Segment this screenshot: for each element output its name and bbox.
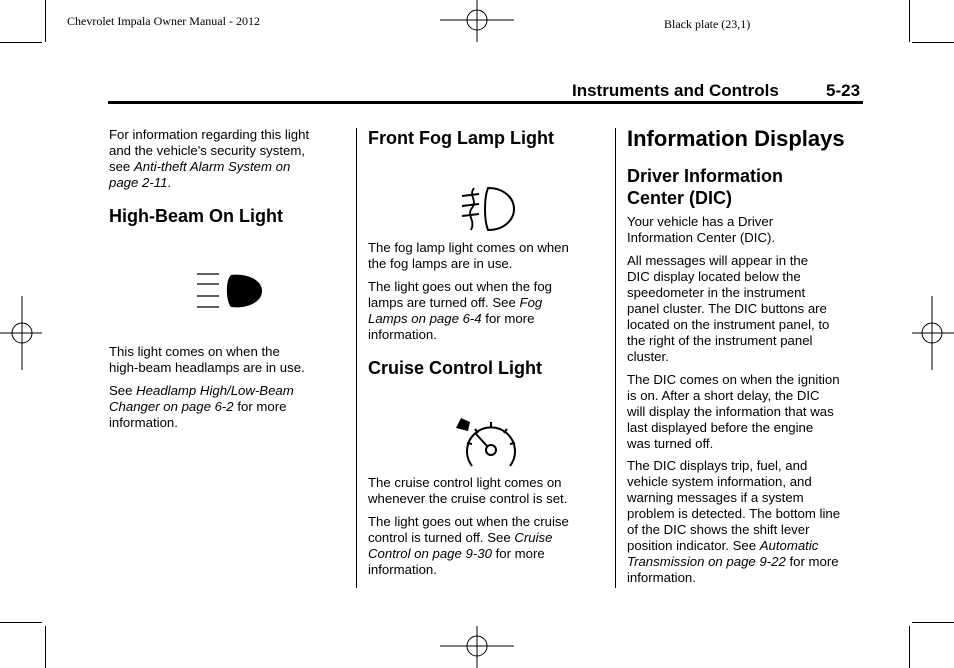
cross-reference: Automatic <box>759 538 819 553</box>
cross-reference: Cruise <box>514 530 553 545</box>
column-divider <box>356 128 357 588</box>
dic-paragraph-2: All messages will appear in the DIC display located below the speedometer in the instrument panel cluster. The DIC buttons are located on the instrument panel, to the right of the instrument panel cluster. <box>627 253 830 364</box>
page-number: 5-23 <box>826 81 861 100</box>
cross-reference: Transmission on page 9-22 <box>627 554 786 569</box>
intro-paragraph: For information regarding this light and the vehicle's security system, see Anti-theft Alarm System on page 2-11. <box>109 127 310 190</box>
cross-reference: Fog <box>519 295 543 310</box>
cross-reference: Changer on page 6-2 <box>109 399 234 414</box>
header-rule <box>108 101 863 104</box>
fog-lamp-heading: Front Fog Lamp Light <box>368 128 554 148</box>
crop-mark <box>912 622 954 623</box>
fog-paragraph-1: The fog lamp light comes on when the fog lamps are in use. <box>368 240 569 271</box>
crop-mark <box>45 626 46 668</box>
dic-heading: Driver Information Center (DIC) <box>627 166 784 208</box>
crop-mark <box>912 42 954 43</box>
dic-paragraph-4: The DIC displays trip, fuel, and vehicle system information, and warning messages if a system problem is detected. The bottom line of the DIC shows the shift lever position indicator. See Automatic Transmission on page 9-22 for more information. <box>627 458 841 585</box>
cruise-paragraph-1: The cruise control light comes on whenever the cruise control is set. <box>368 475 568 506</box>
crop-mark <box>0 42 42 43</box>
plate-label: Black plate (23,1) <box>664 17 751 31</box>
high-beam-paragraph-1: This light comes on when the high-beam headlamps are in use. <box>109 344 305 375</box>
registration-mark-left <box>0 296 42 370</box>
cross-reference: Control on page 9-30 <box>368 546 492 561</box>
registration-mark-bottom <box>440 626 514 668</box>
cross-reference: page 2-11 <box>109 175 168 190</box>
information-displays-title: Information Displays <box>627 126 845 151</box>
cruise-paragraph-2: The light goes out when the cruise control is turned off. See Cruise Control on page 9-30 for more information. <box>368 514 569 577</box>
crop-mark <box>909 626 910 668</box>
high-beam-icon <box>197 272 265 312</box>
fog-paragraph-2: The light goes out when the fog lamps are turned off. See Fog Lamps on page 6-4 for more information. <box>368 279 553 342</box>
crop-mark <box>909 0 910 42</box>
registration-mark-top <box>440 0 514 42</box>
cruise-control-icon <box>454 416 520 470</box>
dic-paragraph-3: The DIC comes on when the ignition is on. After a short delay, the DIC will display the information that was last displayed before the engine was turned off. <box>627 372 840 451</box>
cross-reference: Lamps on page 6-4 <box>368 311 482 326</box>
crop-mark <box>45 0 46 42</box>
registration-mark-right <box>912 296 954 370</box>
high-beam-heading: High-Beam On Light <box>109 206 283 226</box>
cross-reference: Anti-theft Alarm System on <box>133 159 291 174</box>
manual-title: Chevrolet Impala Owner Manual - 2012 <box>67 14 260 28</box>
cross-reference: Headlamp High/Low-Beam <box>136 383 294 398</box>
cruise-control-heading: Cruise Control Light <box>368 358 542 378</box>
high-beam-paragraph-2: See Headlamp High/Low-Beam Changer on page 6-2 for more information. <box>109 383 294 430</box>
dic-paragraph-1: Your vehicle has a Driver Information Center (DIC). <box>627 214 776 245</box>
fog-lamp-icon <box>458 186 518 234</box>
section-title: Instruments and Controls <box>572 81 779 100</box>
crop-mark <box>0 622 42 623</box>
column-divider <box>615 128 616 588</box>
